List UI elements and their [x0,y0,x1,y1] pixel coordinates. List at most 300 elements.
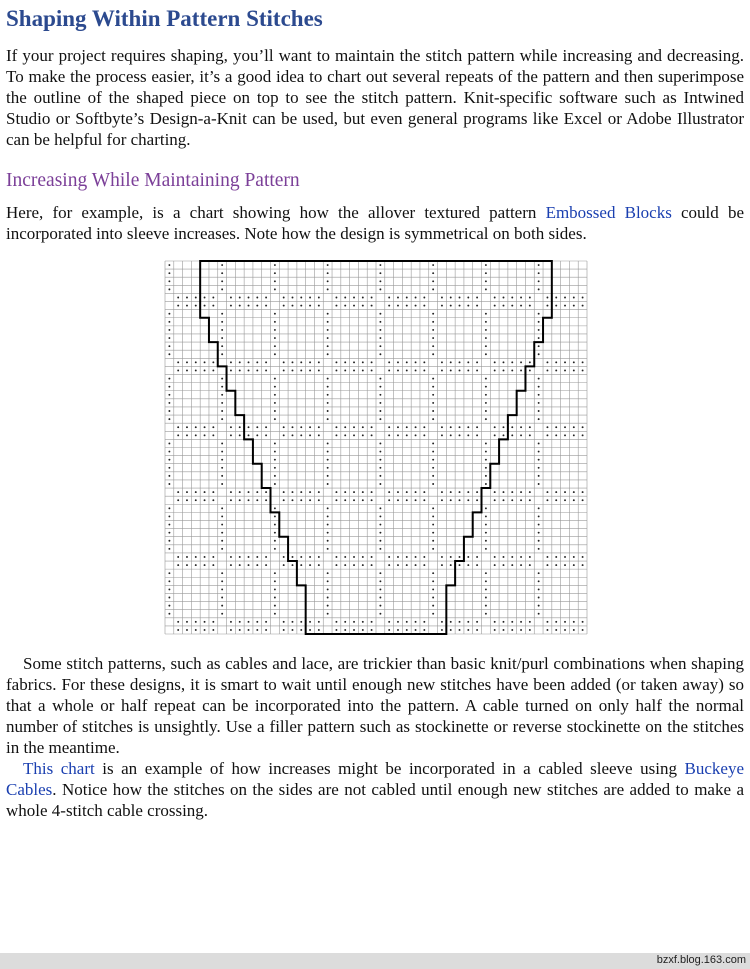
purl-dot [168,532,170,534]
purl-dot [432,613,434,615]
purl-dot [379,329,381,331]
purl-dot [573,556,575,558]
chart-grid [165,261,587,634]
purl-dot [379,402,381,404]
purl-dot [379,378,381,380]
purl-dot [168,418,170,420]
purl-dot [432,272,434,274]
section-heading: Increasing While Maintaining Pattern [6,170,300,191]
purl-dot [204,426,206,428]
purl-dot [441,499,443,501]
purl-dot [467,297,469,299]
purl-dot [467,499,469,501]
purl-dot [573,361,575,363]
purl-dot [582,434,584,436]
purl-dot [274,459,276,461]
purl-dot [388,305,390,307]
purl-dot [538,321,540,323]
purl-dot [327,540,329,542]
purl-dot [423,621,425,623]
purl-dot [327,386,329,388]
purl-dot [327,524,329,526]
purl-dot [529,297,531,299]
purl-dot [503,556,505,558]
purl-dot [379,580,381,582]
purl-dot [485,386,487,388]
purl-dot [327,280,329,282]
purl-dot [177,305,179,307]
purl-dot [511,297,513,299]
purl-dot [538,353,540,355]
purl-dot [248,305,250,307]
purl-dot [388,297,390,299]
purl-dot [379,313,381,315]
purl-dot [248,297,250,299]
purl-dot [168,313,170,315]
purl-dot [292,297,294,299]
purl-dot [239,629,241,631]
purl-dot [283,629,285,631]
purl-dot [511,621,513,623]
purl-dot [168,337,170,339]
purl-dot [397,491,399,493]
purl-dot [485,378,487,380]
purl-dot [503,499,505,501]
purl-dot [538,264,540,266]
purl-dot [239,370,241,372]
purl-dot [538,588,540,590]
purl-dot [546,629,548,631]
purl-dot [432,507,434,509]
purl-dot [239,434,241,436]
purl-dot [441,361,443,363]
chart-text-after: . Notice how the stitches on the sides are not cabled until enough new stitches are added to make a whole 4-stitch cable crossing. [6,780,744,820]
purl-dot [467,629,469,631]
purl-dot [248,370,250,372]
purl-dot [274,572,276,574]
purl-dot [388,361,390,363]
purl-dot [538,532,540,534]
purl-dot [494,621,496,623]
purl-dot [494,361,496,363]
purl-dot [485,459,487,461]
purl-dot [265,491,267,493]
purl-dot [274,353,276,355]
purl-dot [415,564,417,566]
purl-dot [379,507,381,509]
purl-dot [503,361,505,363]
purl-dot [467,361,469,363]
purl-dot [538,418,540,420]
purl-dot [379,394,381,396]
purl-dot [432,288,434,290]
purl-dot [168,459,170,461]
purl-dot [546,621,548,623]
purl-dot [212,491,214,493]
purl-dot [327,394,329,396]
purl-dot [546,564,548,566]
purl-dot [450,361,452,363]
purl-dot [555,499,557,501]
purl-dot [265,629,267,631]
purl-dot [204,297,206,299]
purl-dot [529,491,531,493]
purl-dot [441,370,443,372]
purl-dot [511,434,513,436]
purl-dot [432,475,434,477]
purl-dot [292,361,294,363]
purl-dot [292,621,294,623]
purl-dot [239,305,241,307]
purl-dot [485,394,487,396]
purl-dot [538,597,540,599]
purl-dot [335,564,337,566]
purl-dot [256,305,258,307]
purl-dot [186,629,188,631]
purl-dot [353,370,355,372]
purl-dot [546,370,548,372]
purl-dot [168,524,170,526]
purl-dot [309,491,311,493]
purl-dot [538,313,540,315]
purl-dot [318,564,320,566]
purl-dot [538,605,540,607]
purl-dot [379,272,381,274]
purl-dot [221,451,223,453]
purl-dot [397,370,399,372]
purl-dot [538,524,540,526]
purl-dot [379,475,381,477]
purl-dot [423,297,425,299]
purl-dot [397,629,399,631]
purl-dot [582,305,584,307]
purl-dot [529,499,531,501]
purl-dot [362,434,364,436]
purl-dot [283,434,285,436]
purl-dot [459,361,461,363]
purl-dot [555,621,557,623]
purl-dot [467,426,469,428]
purl-dot [212,305,214,307]
purl-dot [168,588,170,590]
purl-dot [327,345,329,347]
purl-dot [239,564,241,566]
purl-dot [256,621,258,623]
purl-dot [274,467,276,469]
purl-dot [494,305,496,307]
purl-dot [529,564,531,566]
purl-dot [564,629,566,631]
purl-dot [573,621,575,623]
purl-dot [432,483,434,485]
purl-dot [221,313,223,315]
purl-dot [186,370,188,372]
purl-dot [248,434,250,436]
purl-dot [168,288,170,290]
purl-dot [467,564,469,566]
example-text-before: Here, for example, is a chart showing how the allover textured pattern [6,203,546,222]
purl-dot [397,621,399,623]
purl-dot [265,297,267,299]
purl-dot [379,540,381,542]
purl-dot [538,459,540,461]
purl-dot [511,556,513,558]
purl-dot [327,507,329,509]
purl-dot [485,280,487,282]
purl-dot [371,370,373,372]
purl-dot [256,297,258,299]
purl-dot [335,370,337,372]
purl-dot [538,483,540,485]
purl-dot [379,597,381,599]
purl-dot [546,297,548,299]
purl-dot [432,540,434,542]
purl-dot [485,605,487,607]
purl-dot [538,394,540,396]
purl-dot [503,491,505,493]
purl-dot [441,426,443,428]
purl-dot [503,621,505,623]
purl-dot [546,361,548,363]
purl-dot [459,499,461,501]
purl-dot [344,434,346,436]
purl-dot [309,297,311,299]
purl-dot [441,556,443,558]
purl-dot [274,605,276,607]
purl-dot [274,345,276,347]
purl-dot [204,370,206,372]
purl-dot [186,491,188,493]
purl-dot [432,280,434,282]
purl-dot [529,370,531,372]
purl-dot [230,491,232,493]
purl-dot [265,621,267,623]
purl-dot [555,361,557,363]
purl-dot [450,305,452,307]
purl-dot [379,459,381,461]
purl-dot [204,629,206,631]
purl-dot [467,370,469,372]
purl-dot [177,434,179,436]
purl-dot [538,337,540,339]
purl-dot [221,410,223,412]
purl-dot [335,297,337,299]
purl-dot [256,629,258,631]
purl-dot [379,588,381,590]
purl-dot [555,629,557,631]
purl-dot [318,361,320,363]
purl-dot [168,264,170,266]
purl-dot [239,556,241,558]
purl-dot [221,548,223,550]
purl-dot [221,588,223,590]
purl-dot [195,297,197,299]
purl-dot [450,426,452,428]
purl-dot [564,491,566,493]
purl-dot [485,475,487,477]
purl-dot [520,621,522,623]
purl-dot [485,402,487,404]
purl-dot [265,499,267,501]
purl-dot [555,305,557,307]
purl-dot [221,613,223,615]
purl-dot [582,556,584,558]
purl-dot [432,572,434,574]
purl-dot [432,418,434,420]
chart-text-middle: is an example of how increases might be incorporated in a cabled sleeve using [94,759,685,778]
purl-dot [485,540,487,542]
purl-dot [538,386,540,388]
purl-dot [459,426,461,428]
purl-dot [256,426,258,428]
purl-dot [186,426,188,428]
purl-dot [485,548,487,550]
purl-dot [344,499,346,501]
purl-dot [265,434,267,436]
purl-dot [168,605,170,607]
purl-dot [186,556,188,558]
this-chart-link[interactable]: This chart [23,759,95,778]
purl-dot [406,361,408,363]
purl-dot [327,532,329,534]
purl-dot [212,629,214,631]
purl-dot [555,434,557,436]
purl-dot [573,629,575,631]
purl-dot [274,475,276,477]
purl-dot [274,394,276,396]
purl-dot [397,556,399,558]
purl-dot [538,467,540,469]
purl-dot [292,499,294,501]
purl-dot [520,361,522,363]
purl-dot [573,297,575,299]
purl-dot [538,613,540,615]
purl-dot [388,629,390,631]
purl-dot [239,499,241,501]
purl-dot [397,564,399,566]
purl-dot [573,434,575,436]
purl-dot [230,564,232,566]
purl-dot [327,337,329,339]
purl-dot [379,353,381,355]
purl-dot [476,556,478,558]
purl-dot [582,426,584,428]
purl-dot [379,345,381,347]
purl-dot [327,321,329,323]
purl-dot [204,621,206,623]
purl-dot [168,548,170,550]
purl-dot [168,515,170,517]
purl-dot [327,475,329,477]
purl-dot [538,580,540,582]
page-title: Shaping Within Pattern Stitches [6,6,323,31]
purl-dot [344,361,346,363]
purl-dot [432,264,434,266]
stitch-chart [164,260,588,635]
purl-dot [423,499,425,501]
purl-dot [406,370,408,372]
purl-dot [476,305,478,307]
purl-dot [573,426,575,428]
purl-dot [327,613,329,615]
purl-dot [204,361,206,363]
embossed-blocks-link[interactable]: Embossed Blocks [545,203,672,222]
purl-dot [335,434,337,436]
purl-dot [239,621,241,623]
purl-dot [415,629,417,631]
purl-dot [555,426,557,428]
purl-dot [529,434,531,436]
purl-dot [168,321,170,323]
purl-dot [283,621,285,623]
purl-dot [195,564,197,566]
purl-dot [292,629,294,631]
purl-dot [327,483,329,485]
purl-dot [406,564,408,566]
purl-dot [335,556,337,558]
purl-dot [450,499,452,501]
purl-dot [274,588,276,590]
purl-dot [177,297,179,299]
purl-dot [230,556,232,558]
purl-dot [555,370,557,372]
purl-dot [221,475,223,477]
purl-dot [195,621,197,623]
purl-dot [485,272,487,274]
purl-dot [239,426,241,428]
purl-dot [511,370,513,372]
purl-dot [318,297,320,299]
purl-dot [573,370,575,372]
purl-dot [485,345,487,347]
purl-dot [327,548,329,550]
purl-dot [168,345,170,347]
purl-dot [432,443,434,445]
purl-dot [582,629,584,631]
purl-dot [423,434,425,436]
purl-dot [432,515,434,517]
purl-dot [371,629,373,631]
purl-dot [371,491,373,493]
purl-dot [397,426,399,428]
purl-dot [221,321,223,323]
purl-dot [212,564,214,566]
purl-dot [300,297,302,299]
purl-dot [511,305,513,307]
purl-dot [292,491,294,493]
purl-dot [168,329,170,331]
purl-dot [432,353,434,355]
purl-dot [485,313,487,315]
buckeye-cables-link[interactable]: Buckeye Cables [6,759,744,799]
purl-dot [459,564,461,566]
purl-dot [441,434,443,436]
purl-dot [476,434,478,436]
purl-dot [450,556,452,558]
purl-dot [432,605,434,607]
purl-dot [415,426,417,428]
purl-dot [177,564,179,566]
purl-dot [467,305,469,307]
purl-dot [221,532,223,534]
purl-dot [432,597,434,599]
purl-dot [335,305,337,307]
purl-dot [248,564,250,566]
purl-dot [221,280,223,282]
purl-dot [362,426,364,428]
purl-dot [406,499,408,501]
purl-dot [538,410,540,412]
